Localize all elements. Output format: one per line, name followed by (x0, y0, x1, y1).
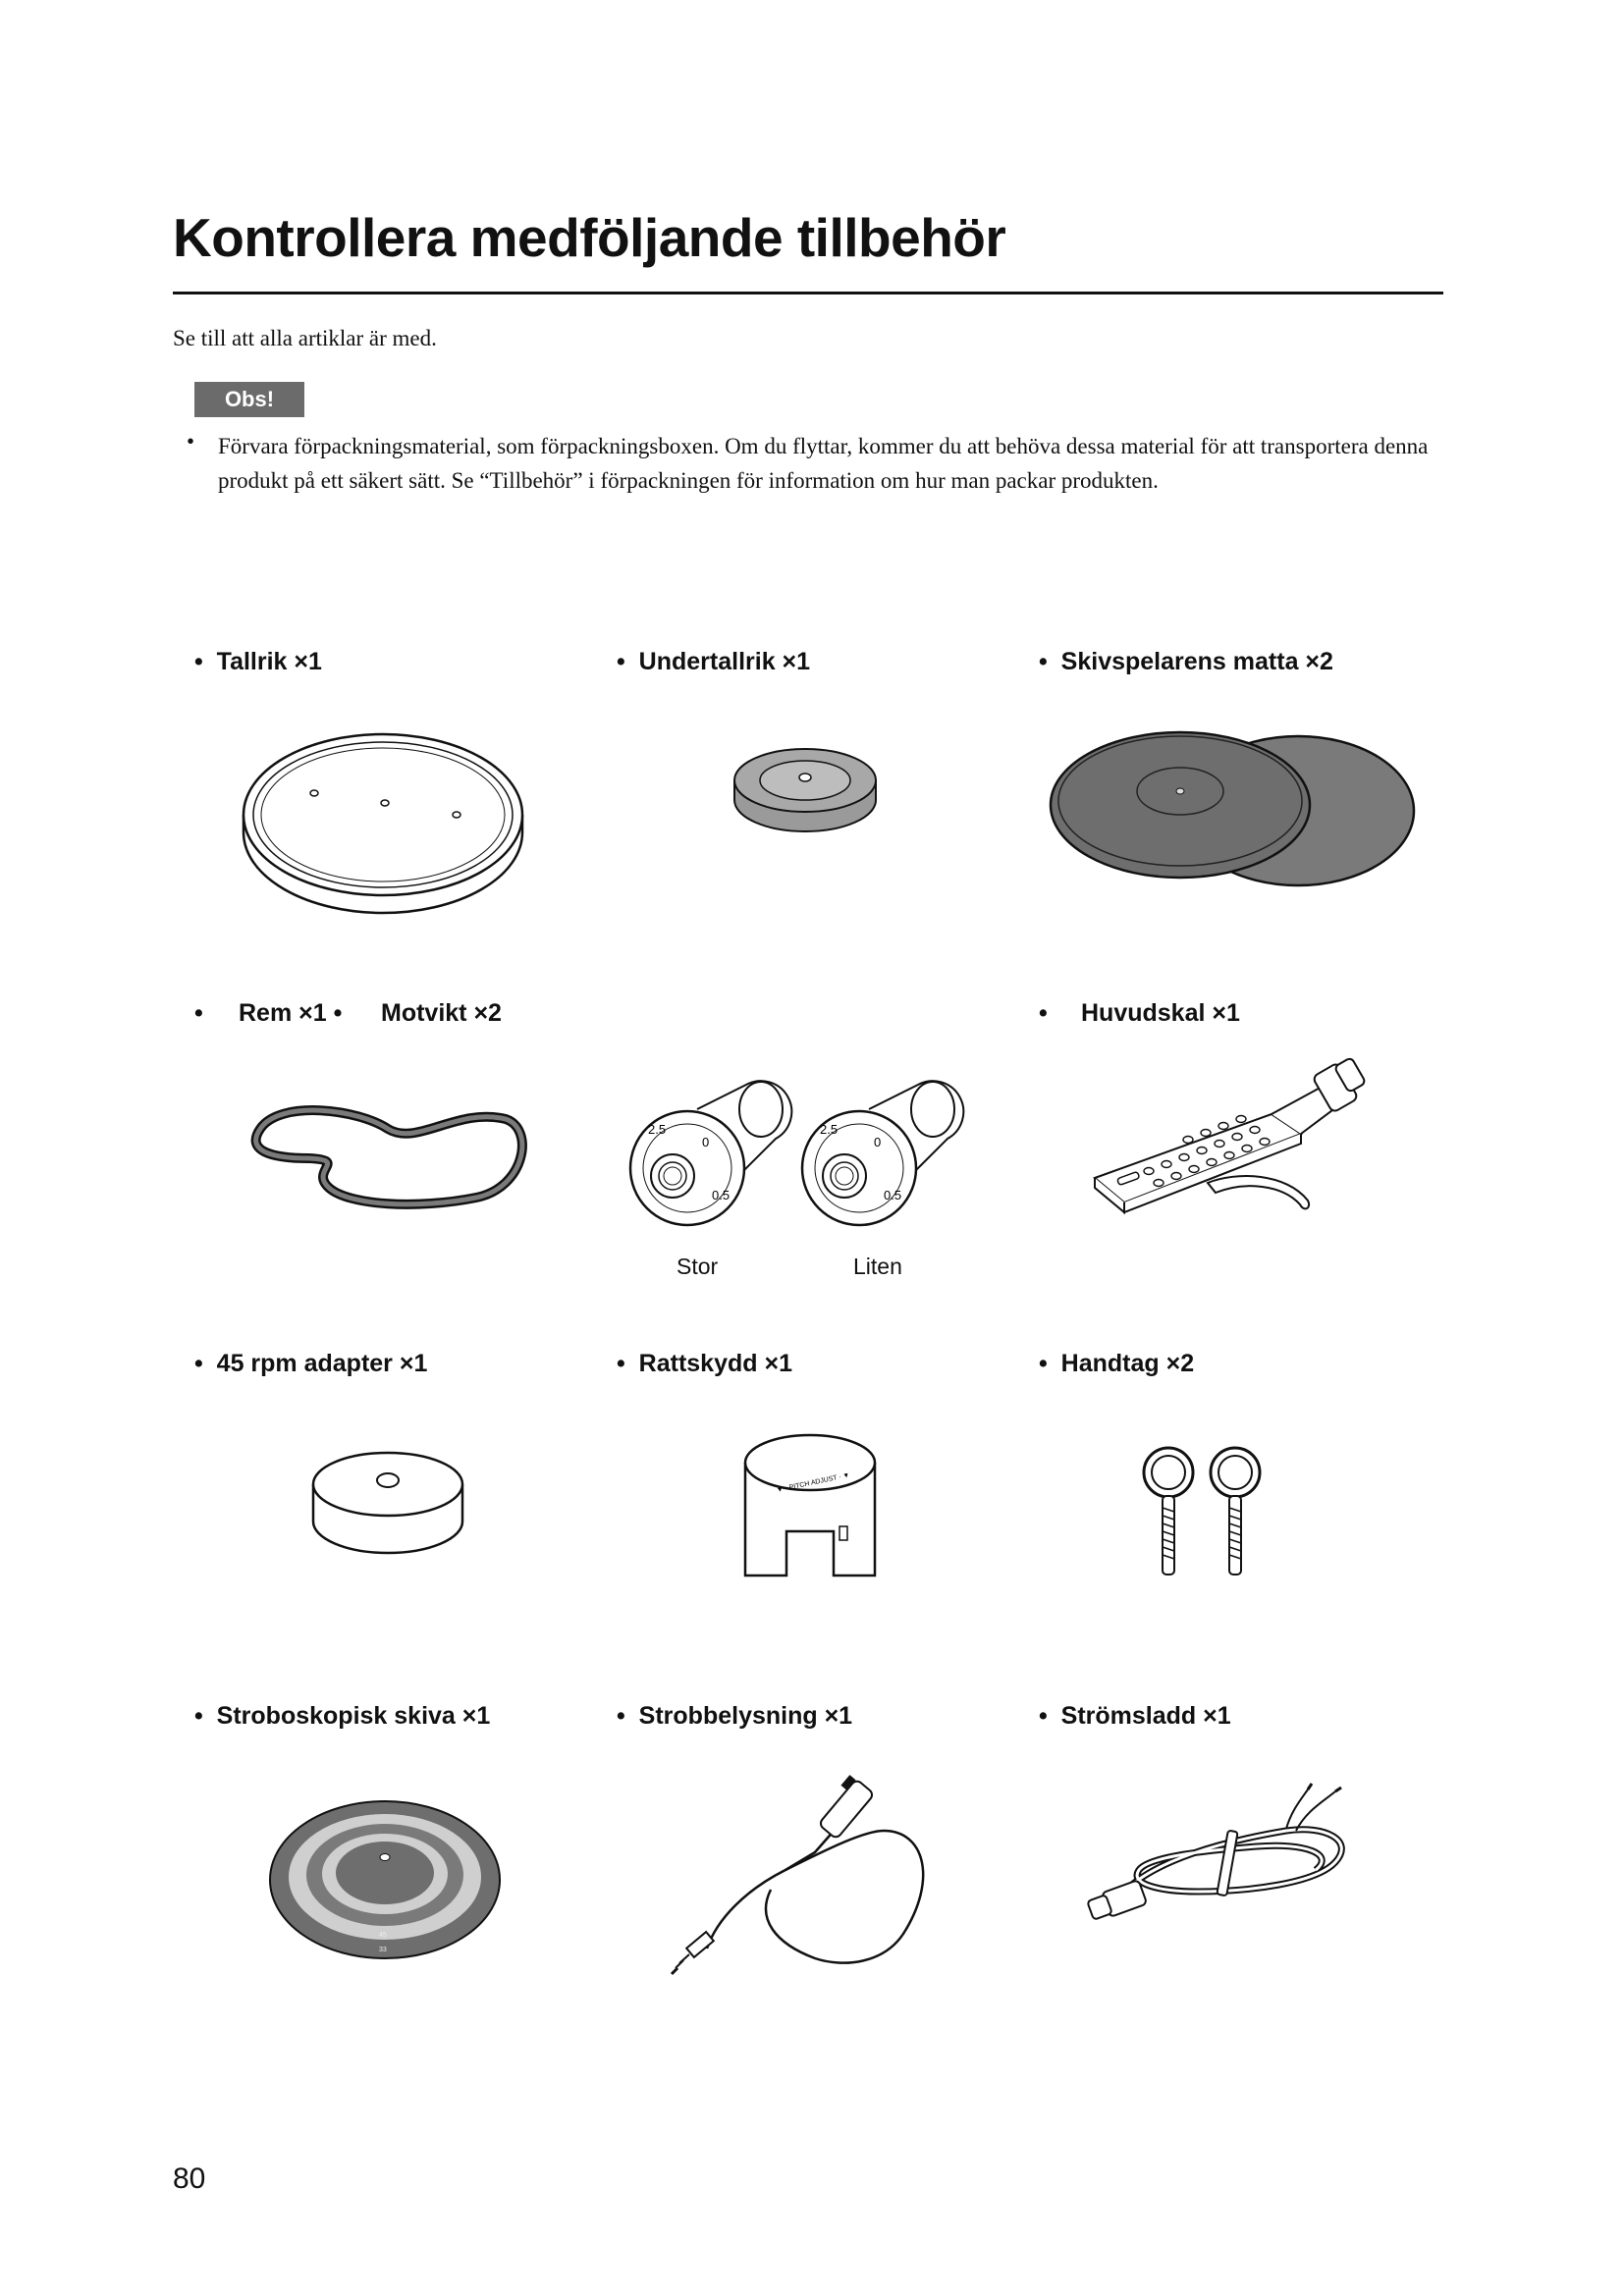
item-label-text: Skivspelarens matta ×2 (1060, 648, 1333, 675)
item-label-text: Stroboskopisk skiva ×1 (216, 1702, 491, 1730)
svg-text:0.5: 0.5 (884, 1188, 902, 1202)
svg-text:2.5: 2.5 (648, 1122, 667, 1137)
power-cord-icon (1090, 1782, 1365, 1939)
item-label-strobe-disc (194, 1702, 490, 1731)
note-text: Förvara förpackningsmaterial, som förpackningsboxen. Om du flyttar, kommer du att behöva dessa material för att transportera denna produkt på ett säkert sätt. Se “Tillbehör” i förpackningen för information om hur man packar produkten. (218, 434, 1429, 493)
svg-text:2.5: 2.5 (820, 1122, 839, 1137)
belt-icon (241, 1090, 535, 1217)
item-bullet: • (1039, 999, 1048, 1027)
item-label-strobe-light (617, 1702, 852, 1731)
title-rule (173, 292, 1443, 294)
item-label-counterweight: Motvikt ×2 (381, 999, 502, 1027)
item-bullet: • (1039, 1350, 1048, 1377)
item-label-text: Rattskydd ×1 (638, 1350, 792, 1377)
item-label-knob-cover (617, 1350, 792, 1378)
intro-text: Se till att alla artiklar är med. (173, 326, 437, 350)
item-label-platter (194, 648, 322, 676)
item-bullet: • (617, 648, 625, 675)
turntable-mat-icon (1041, 726, 1424, 893)
headshell-icon (1090, 1055, 1375, 1232)
item-label-text: Undertallrik ×1 (638, 648, 811, 675)
item-bullet: • (1039, 1702, 1048, 1730)
item-label-adapter (194, 1350, 427, 1378)
item-label-text: Tallrik ×1 (216, 648, 322, 675)
strobe-light-icon (668, 1772, 952, 1978)
sub-platter-icon (727, 736, 884, 844)
svg-text:0: 0 (874, 1135, 882, 1149)
counterweight-icon (800, 1070, 967, 1237)
item-label-power-cord (1039, 1702, 1231, 1731)
svg-text:0.5: 0.5 (712, 1188, 731, 1202)
item-bullet: • (194, 1350, 203, 1377)
handle-icon (1206, 1443, 1265, 1580)
note-badge: Obs! (194, 382, 304, 417)
counterweight-icon (628, 1070, 795, 1237)
item-label-text: 45 rpm adapter ×1 (216, 1350, 428, 1377)
page-title: Kontrollera medföljande tillbehör (173, 207, 1006, 268)
item-label-text: Handtag ×2 (1060, 1350, 1195, 1377)
item-bullet: • (194, 648, 203, 675)
item-label-headshell: Huvudskal ×1 (1081, 999, 1240, 1027)
item-bullet: • (194, 1702, 203, 1730)
item-label-mat (1039, 648, 1333, 676)
item-label-sub-platter (617, 648, 810, 676)
strobe-disc-icon (267, 1796, 503, 1963)
item-bullet: • (617, 1702, 625, 1730)
item-label-handle (1039, 1350, 1194, 1378)
counterweight-caption-small: Liten (853, 1254, 902, 1279)
item-label-text: Rem ×1 (239, 999, 327, 1027)
item-bullet: • (617, 1350, 625, 1377)
note-bullet: • (187, 429, 195, 454)
svg-text:▼ · PITCH ADJUST · ▼: ▼ · PITCH ADJUST · ▼ (776, 1471, 851, 1495)
item-bullet: • (194, 999, 203, 1027)
counterweight-caption-large: Stor (677, 1254, 719, 1279)
item-bullet: • (1039, 648, 1048, 675)
svg-text:33: 33 (379, 1947, 387, 1953)
item-label-belt (239, 999, 342, 1028)
svg-text:45: 45 (379, 1932, 387, 1939)
adapter-45rpm-icon (309, 1443, 466, 1561)
item-bullet: • (333, 999, 343, 1027)
platter-icon (236, 726, 530, 923)
knob-cover-icon (741, 1428, 879, 1585)
item-label-text: Strobbelysning ×1 (638, 1702, 853, 1730)
item-label-text: Strömsladd ×1 (1060, 1702, 1231, 1730)
svg-text:0: 0 (702, 1135, 710, 1149)
page-number: 80 (173, 2163, 206, 2195)
handle-icon (1139, 1443, 1198, 1580)
